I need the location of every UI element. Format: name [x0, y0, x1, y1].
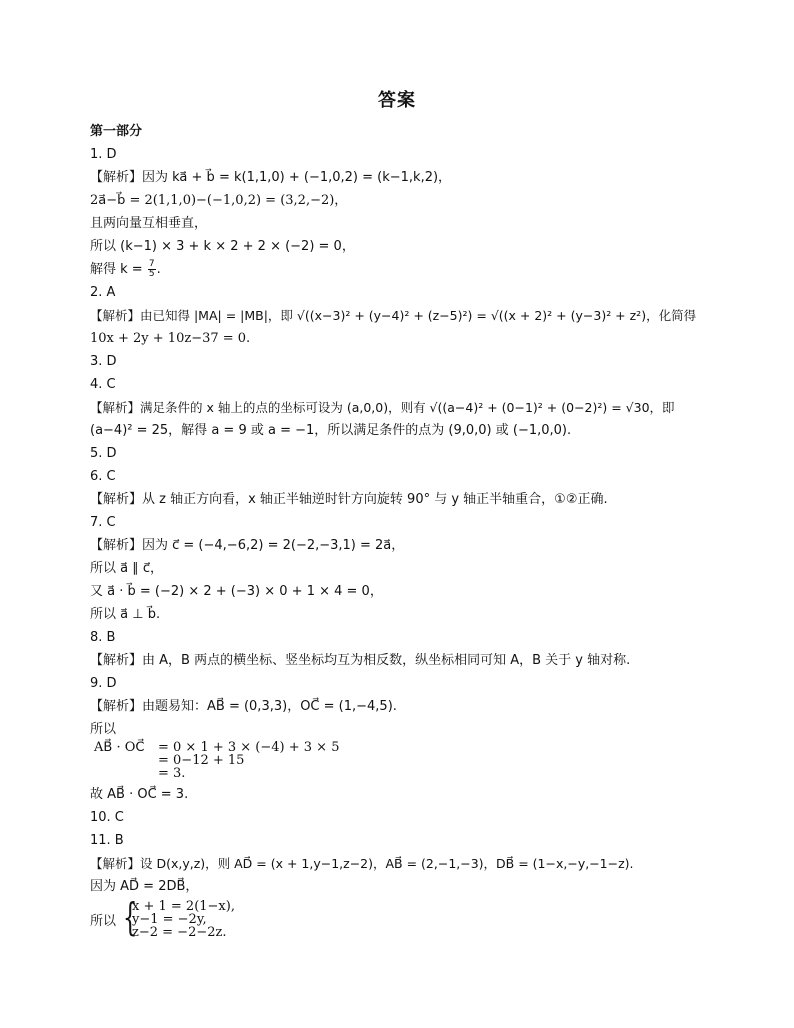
answer-8: 8. B: [90, 630, 116, 645]
equation-step-2: = 0−12 + 15: [158, 753, 245, 768]
answer-9: 9. D: [90, 676, 117, 691]
left-brace: {: [122, 895, 138, 939]
analysis-1-line-5: [90, 258, 710, 281]
analysis-11-line-2: 因为 AD⃗ = 2DB⃗，: [90, 879, 199, 894]
equation-left: AB⃗ · OC⃗: [94, 740, 145, 755]
answer-1: 1. D: [90, 147, 117, 162]
analysis-1-result-text: 解得 k =: [90, 262, 147, 277]
analysis-2-line-2: 10x + 2y + 10z−37 = 0.: [90, 331, 251, 346]
system-equation-2: y−1 = −2y,: [132, 912, 207, 927]
analysis-9-line-2: 所以: [90, 722, 117, 737]
analysis-9-equation-block: [90, 741, 710, 783]
equation-system: [132, 900, 235, 939]
analysis-7-line-2: 所以 a⃗ ∥ c⃗，: [90, 561, 164, 576]
answer-7: 7. C: [90, 515, 116, 530]
answer-4: 4. C: [90, 377, 116, 392]
analysis-9-line-3: 故 AB⃗ · OC⃗ = 3.: [90, 787, 189, 802]
analysis-2-line-1: 【解析】由已知得 |MA| = |MB|，即 √((x−3)² + (y−4)² + (z−5)²) = √((x + 2)² + (y−3)² + z²)，化简得: [90, 308, 697, 323]
analysis-1-line-2: 2a⃗−b⃗ = 2(1,1,0)−(−1,0,2) = (3,2,−2)，: [90, 193, 348, 208]
answer-6: 6. C: [90, 469, 116, 484]
answer-11: 11. B: [90, 833, 124, 848]
answer-10: 10. C: [90, 810, 124, 825]
fraction: [148, 260, 156, 279]
analysis-7-line-3: 又 a⃗ · b⃗ = (−2) × 2 + (−3) × 0 + 1 × 4 = 0，: [90, 584, 383, 599]
equation-step-1: = 0 × 1 + 3 × (−4) + 3 × 5: [158, 740, 340, 755]
equation-right: [158, 741, 339, 780]
analysis-9-line-1: 【解析】由题易知：AB⃗ = (0,3,3)，OC⃗ = (1,−4,5).: [90, 699, 397, 714]
fraction-denominator: 5: [148, 269, 155, 279]
section-heading: 第一部分: [90, 124, 143, 139]
analysis-11-system-label: 所以: [90, 914, 117, 929]
analysis-11-system-block: [90, 895, 710, 940]
answer-3: 3. D: [90, 354, 117, 369]
analysis-6-line-1: 【解析】从 z 轴正方向看，x 轴正半轴逆时针方向旋转 90° 与 y 轴正半轴重合，①②正确.: [90, 492, 608, 507]
analysis-4-line-2: (a−4)² = 25，解得 a = 9 或 a = −1，所以满足条件的点为 (9,0,0) 或 (−1,0,0).: [90, 423, 572, 438]
analysis-1-line-3: 且两向量互相垂直，: [90, 216, 208, 231]
analysis-7-line-4: 所以 a⃗ ⊥ b⃗.: [90, 607, 161, 622]
answer-content: [90, 120, 710, 940]
analysis-1-result-end: .: [156, 262, 161, 277]
system-equation-1: x + 1 = 2(1−x),: [132, 899, 235, 914]
analysis-4-line-1: 【解析】满足条件的 x 轴上的点的坐标可设为 (a,0,0)，则有 √((a−4)² + (0−1)² + (0−2)²) = √30，即: [90, 400, 675, 415]
analysis-7-line-1: 【解析】因为 c⃗ = (−4,−6,2) = 2(−2,−3,1) = 2a⃗，: [90, 538, 405, 553]
analysis-8-line-1: 【解析】由 A，B 两点的横坐标、竖坐标均互为相反数，纵坐标相同可知 A，B 关于 y 轴对称.: [90, 653, 631, 668]
analysis-1-line-1: 【解析】因为 ka⃗ + b⃗ = k(1,1,0) + (−1,0,2) = (k−1,k,2)，: [90, 170, 452, 185]
page-title: 答案: [378, 90, 416, 111]
answer-2: 2. A: [90, 285, 116, 300]
answer-5: 5. D: [90, 446, 117, 461]
analysis-11-line-1: 【解析】设 D(x,y,z)，则 AD⃗ = (x + 1,y−1,z−2)，AB⃗ = (2,−1,−3)，DB⃗ = (1−x,−y,−1−z).: [90, 856, 634, 871]
system-equation-3: z−2 = −2−2z.: [132, 925, 227, 940]
fraction-numerator: 7: [148, 259, 155, 269]
equation-step-3: = 3.: [158, 766, 186, 781]
analysis-1-line-4: 所以 (k−1) × 3 + k × 2 + 2 × (−2) = 0，: [90, 239, 355, 254]
